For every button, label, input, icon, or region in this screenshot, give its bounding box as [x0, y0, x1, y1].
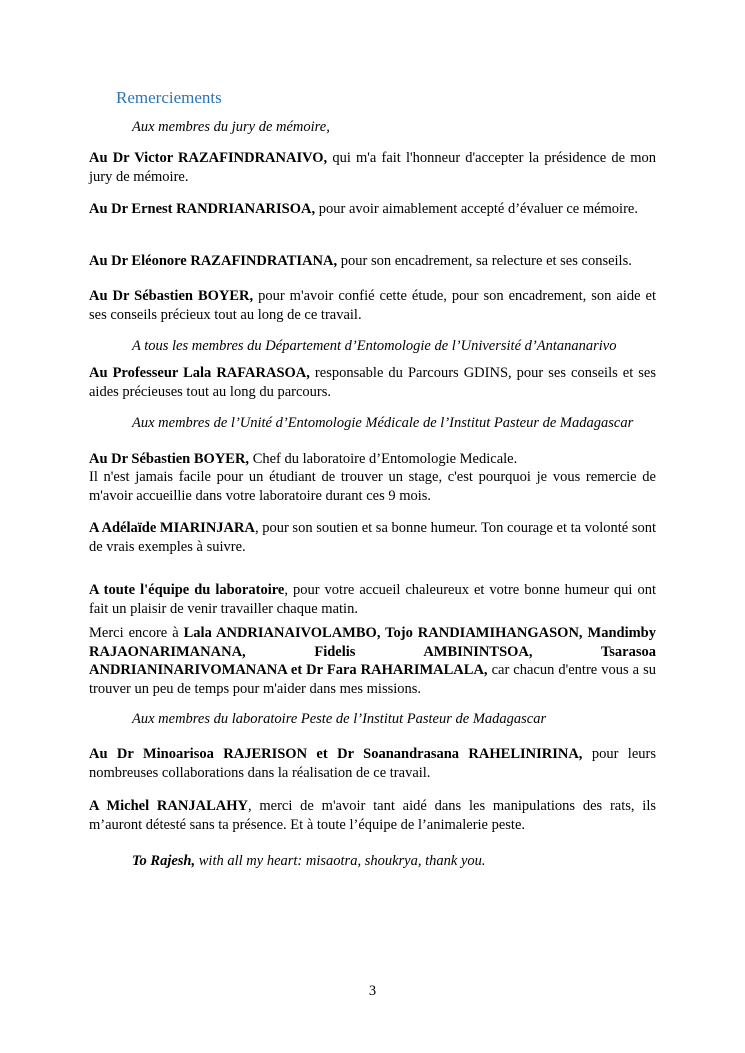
body-text: Chef du laboratoire d’Entomologie Medicale.: [249, 451, 518, 467]
body-text: Merci encore à: [89, 625, 184, 641]
page-title: Remerciements: [116, 88, 222, 107]
name-text: Au Professeur Lala RAFARASOA,: [89, 365, 310, 381]
body-text: , pour votre accueil chaleureux et votre bonne humeur qui ont fait un plaisir de venir travailler chaque matin.: [89, 582, 656, 617]
name-text: Au Dr Sébastien BOYER,: [89, 288, 254, 304]
section-heading-departement: A tous les membres du Département d’Entomologie de l’Université d’Antananarivo: [132, 338, 617, 354]
paragraph-rafarasoa: [89, 364, 656, 401]
paragraph-boyer-chef: [89, 450, 656, 469]
name-text: Au Dr Eléonore RAZAFINDRATIANA,: [89, 253, 338, 269]
name-text: Au Dr Minoarisoa RAJERISON et Dr Soanandrasana RAHELINIRINA,: [89, 746, 583, 762]
paragraph-president: [89, 149, 656, 186]
paragraph-rajerison: [89, 745, 656, 782]
body-text: pour m'avoir confié cette étude, pour son encadrement, son aide et ses conseils précieux tout au long de ce travail.: [89, 288, 656, 323]
section-heading-jury: Aux membres du jury de mémoire,: [132, 119, 330, 135]
names-text: Lala ANDRIANAIVOLAMBO, Tojo RANDIAMIHANGASON, Mandimby RAJAONARIMANANA, Fidelis AMBININTSOA, Tsarasoa ANDRIANINARIVOMANANA et Dr Fara RAHARIMALALA,: [89, 625, 656, 678]
paragraph-evaluator: [89, 200, 656, 219]
body-text: , pour son soutien et sa bonne humeur. Ton courage et ta volonté sont de vrais exemples à suivre.: [89, 520, 657, 555]
body-text: pour leurs nombreuses collaborations dans la réalisation de ce travail.: [89, 746, 656, 781]
closing-text: with all my heart: misaotra, shoukrya, thank you.: [195, 853, 486, 869]
name-text: Au Dr Ernest RANDRIANARISOA,: [89, 201, 316, 217]
paragraph-stage: Il n'est jamais facile pour un étudiant de trouver un stage, c'est pourquoi je vous remercie de m'avoir accueillie dans votre laboratoire durant ces 9 mois.: [89, 469, 656, 504]
closing-name: To Rajesh,: [132, 853, 196, 869]
closing-dedication: [132, 853, 486, 870]
body-text: pour avoir aimablement accepté d’évaluer ce mémoire.: [315, 201, 638, 217]
paragraph-ranjalahy: [89, 797, 656, 834]
body-text: qui m'a fait l'honneur d'accepter la présidence de mon jury de mémoire.: [89, 150, 656, 185]
paragraph-boyer-study: [89, 287, 656, 324]
paragraph-equipe: [89, 581, 656, 618]
section-heading-unite: Aux membres de l’Unité d’Entomologie Médicale de l’Institut Pasteur de Madagascar: [132, 415, 634, 431]
section-heading-peste: Aux membres du laboratoire Peste de l’Institut Pasteur de Madagascar: [132, 711, 547, 727]
name-text: A Michel RANJALAHY: [89, 798, 248, 814]
paragraph-supervisor: [89, 252, 656, 271]
body-text: , merci de m'avoir tant aidé dans les manipulations des rats, ils m’auront détesté sans ta présence. Et à toute l’équipe de l’animalerie peste.: [89, 798, 656, 833]
body-text: pour son encadrement, sa relecture et ses conseils.: [337, 253, 632, 269]
body-text: responsable du Parcours GDINS, pour ses conseils et ses aides précieuses tout au long du parcours.: [89, 365, 656, 400]
body-text: car chacun d'entre vous a su trouver un peu de temps pour m'aider dans mes missions.: [89, 662, 656, 697]
name-text: Au Dr Victor RAZAFINDRANAIVO,: [89, 150, 328, 166]
paragraph-miarinjara: [89, 519, 656, 556]
name-text: A Adélaïde MIARINJARA: [89, 520, 255, 536]
name-text: Au Dr Sébastien BOYER,: [89, 451, 250, 467]
paragraph-merci-encore: [89, 624, 656, 698]
page-number: 3: [368, 983, 377, 999]
name-text: A toute l'équipe du laboratoire: [89, 582, 285, 598]
